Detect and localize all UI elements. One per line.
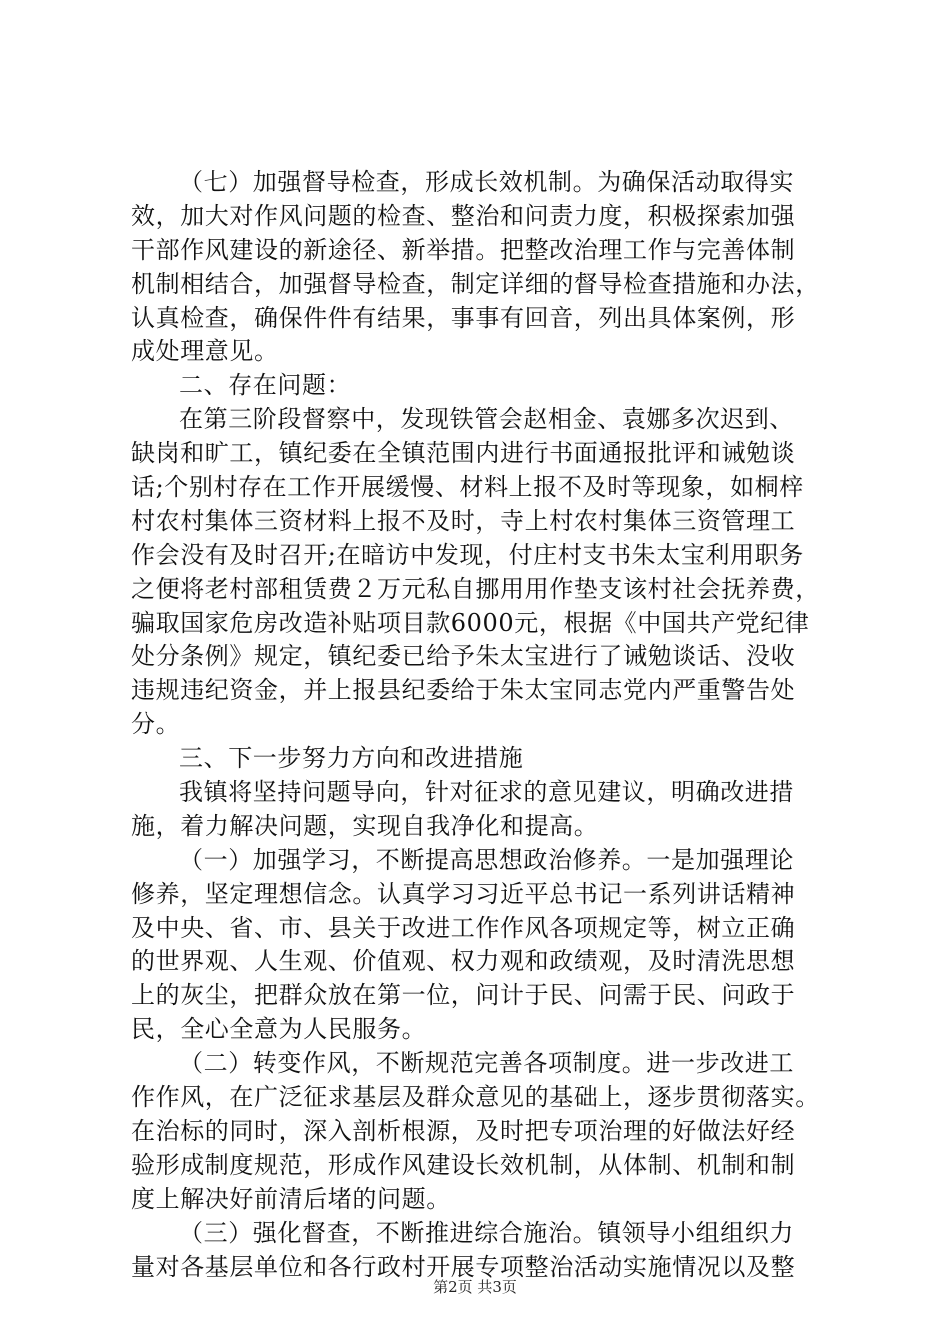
text-line: 作会没有及时召开;在暗访中发现，付庄村支书朱太宝利用职务 (131, 540, 804, 569)
text-line: 量对各基层单位和各行政村开展专项整治活动实施情况以及整 (131, 1252, 796, 1281)
text-line: 民，全心全意为人民服务。 (131, 1015, 427, 1044)
document-body (131, 166, 843, 1284)
text-line: 度上解决好前清后堵的问题。 (131, 1184, 451, 1213)
text-line: 我镇将坚持问题导向，针对征求的意见建议，明确改进措 (179, 778, 794, 807)
text-line: 及中央、省、市、县关于改进工作作风各项规定等，树立正确 (131, 913, 796, 942)
text-line: 三、下一步努力方向和改进措施 (179, 744, 524, 773)
text-line: 缺岗和旷工，镇纪委在全镇范围内进行书面通报批评和诫勉谈 (131, 439, 796, 468)
text-line: 上的灰尘，把群众放在第一位，问计于民、问需于民、问政于 (131, 981, 796, 1010)
page-footer: 第2页 共3页 (433, 1278, 517, 1296)
text-line: 的世界观、人生观、价值观、权力观和政绩观，及时清洗思想 (131, 947, 796, 976)
text-line: 认真检查，确保件件有结果，事事有回音，列出具体案例，形 (131, 303, 796, 332)
text-line: 话;个别村存在工作开展缓慢、材料上报不及时等现象，如桐梓 (131, 473, 804, 502)
text-line: 之便将老村部租赁费２万元私自挪用用作垫支该村社会抚养费， (131, 574, 820, 603)
text-line: 违规违纪资金，并上报县纪委给于朱太宝同志党内严重警告处 (131, 676, 796, 705)
text-line: 在治标的同时，深入剖析根源，及时把专项治理的好做法好经 (131, 1116, 796, 1145)
text-line: （二）转变作风，不断规范完善各项制度。进一步改进工 (179, 1049, 794, 1078)
text-line: 分。 (131, 710, 181, 739)
text-line: 骗取国家危房改造补贴项目款6000元，根据《中国共产党纪律 (131, 608, 810, 637)
text-line: 干部作风建设的新途径、新举措。把整改治理工作与完善体制 (131, 235, 796, 264)
text-line: 作作风，在广泛征求基层及群众意见的基础上，逐步贯彻落实。 (131, 1083, 820, 1112)
text-line: （七）加强督导检查，形成长效机制。为确保活动取得实 (179, 168, 794, 196)
text-line: 修养，坚定理想信念。认真学习习近平总书记一系列讲话精神 (131, 879, 796, 908)
text-line: 机制相结合，加强督导检查，制定详细的督导检查措施和办法， (131, 269, 820, 298)
text-line: 处分条例》规定，镇纪委已给予朱太宝进行了诫勉谈话、没收 (131, 642, 796, 671)
text-line: 在第三阶段督察中，发现铁管会赵相金、袁娜多次迟到、 (179, 405, 794, 434)
text-line: 成处理意见。 (131, 337, 279, 366)
text-line: 村农村集体三资材料上报不及时，寺上村农村集体三资管理工 (131, 506, 796, 535)
text-line: 效，加大对作风问题的检查、整治和问责力度，积极探索加强 (131, 201, 796, 230)
text-line: 施，着力解决问题，实现自我净化和提高。 (131, 811, 599, 840)
text-line: 二、存在问题： (179, 371, 352, 400)
text-line: 验形成制度规范，形成作风建设长效机制，从体制、机制和制 (131, 1150, 796, 1179)
text-line: （一）加强学习，不断提高思想政治修养。一是加强理论 (179, 845, 794, 874)
text-line: （三）强化督查，不断推进综合施治。镇领导小组组织力 (179, 1218, 794, 1247)
